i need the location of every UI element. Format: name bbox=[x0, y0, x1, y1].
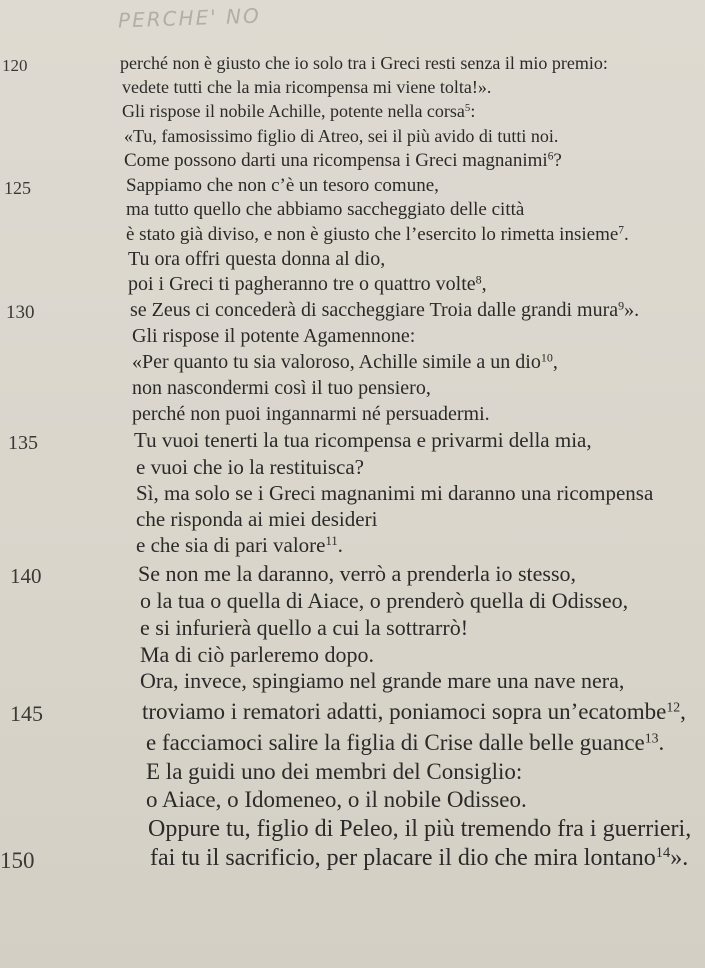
footnote-marker: 11 bbox=[325, 534, 338, 549]
line-text: non nascondermi così il tuo pensiero, bbox=[132, 377, 431, 399]
footnote-marker: 6 bbox=[547, 150, 554, 163]
poem-line bbox=[0, 54, 705, 78]
footnote-marker: 10 bbox=[540, 350, 553, 365]
poem-line bbox=[0, 176, 705, 201]
line-text: perché non puoi ingannarmi né persuadermi. bbox=[132, 403, 490, 425]
footnote-marker: 14 bbox=[655, 845, 671, 862]
line-text: e che sia di pari valore$^{11}$. bbox=[136, 533, 343, 557]
poem-line bbox=[0, 127, 705, 151]
poem-line bbox=[0, 617, 705, 645]
poem-line bbox=[0, 846, 705, 876]
poem-line bbox=[0, 590, 705, 618]
line-text: e vuoi che io la restituisca? bbox=[136, 455, 364, 479]
line-text: vedete tutti che la mia ricompensa mi viene tolta!». bbox=[122, 77, 492, 97]
footnote-marker: 12 bbox=[666, 699, 681, 715]
poem-line bbox=[0, 274, 705, 300]
line-text: o la tua o quella di Aiace, o prenderò quella di Odisseo, bbox=[140, 588, 629, 613]
poem-line bbox=[0, 817, 705, 847]
line-text: Gli rispose il nobile Achille, potente nella corsa$^5$: bbox=[122, 101, 476, 121]
poem-line bbox=[0, 509, 705, 536]
line-number: 130 bbox=[6, 302, 35, 323]
poem-line bbox=[0, 535, 705, 562]
line-number: 150 bbox=[0, 848, 35, 873]
line-text: perché non è giusto che io solo tra i Greci resti senza il mio premio: bbox=[120, 53, 608, 73]
poem-line bbox=[0, 670, 705, 698]
line-text: Tu ora offri questa donna al dio, bbox=[128, 248, 386, 270]
line-text: Oppure tu, figlio di Peleo, il più tremendo fra i guerrieri, bbox=[148, 816, 692, 842]
poem-line bbox=[0, 300, 705, 326]
line-text: Ma di ciò parleremo dopo. bbox=[140, 642, 374, 667]
poem-line bbox=[0, 326, 705, 352]
line-text: ma tutto quello che abbiamo saccheggiato delle città bbox=[126, 199, 525, 220]
line-text: o Aiace, o Idomeneo, o il nobile Odisseo. bbox=[146, 787, 527, 812]
line-text: se Zeus ci concederà di saccheggiare Troia dalle grandi mura$^9$». bbox=[130, 298, 640, 321]
poem-line bbox=[0, 430, 705, 457]
line-number: 135 bbox=[8, 432, 38, 454]
line-text: è stato già diviso, e non è giusto che l’esercito lo rimetta insieme$^7$. bbox=[126, 224, 629, 245]
line-text: «Tu, famosissimo figlio di Atreo, sei il più avido di tutti noi. bbox=[124, 126, 559, 146]
line-text: troviamo i rematori adatti, poniamoci sopra un’ecatombe$^{12}$, bbox=[142, 699, 686, 724]
poem-line bbox=[0, 352, 705, 378]
poem-line bbox=[0, 731, 705, 760]
footnote-marker: 7 bbox=[618, 224, 624, 237]
poem-line bbox=[0, 457, 705, 484]
line-text: Gli rispose il potente Agamennone: bbox=[132, 325, 416, 347]
line-number: 120 bbox=[2, 56, 28, 75]
handwritten-note: PERCHE' NO bbox=[117, 3, 262, 33]
footnote-marker: 9 bbox=[618, 298, 625, 313]
line-text: «Per quanto tu sia valoroso, Achille simile a un dio$^{10}$, bbox=[132, 350, 558, 373]
line-number: 140 bbox=[10, 564, 42, 588]
poem-line bbox=[0, 200, 705, 225]
line-text: Come possono darti una ricompensa i Greci magnanimi$^6$? bbox=[124, 150, 562, 171]
footnote-marker: 13 bbox=[644, 730, 659, 746]
line-text: fai tu il sacrificio, per placare il dio che mira lontano$^{14}$». bbox=[150, 845, 689, 871]
line-text: che risponda ai miei desideri bbox=[136, 507, 378, 531]
line-text: e facciamoci salire la figlia di Crise dalle belle guance$^{13}$. bbox=[146, 730, 665, 755]
poem-line bbox=[0, 483, 705, 510]
line-text: Sappiamo che non c’è un tesoro comune, bbox=[126, 175, 439, 196]
poem-line bbox=[0, 249, 705, 275]
footnote-marker: 5 bbox=[464, 102, 471, 115]
poem-line bbox=[0, 102, 705, 126]
line-number: 145 bbox=[10, 701, 43, 726]
poem-line bbox=[0, 151, 705, 176]
line-number: 125 bbox=[4, 178, 31, 198]
poem-line bbox=[0, 563, 705, 591]
poem-line bbox=[0, 78, 705, 102]
poem-line bbox=[0, 378, 705, 404]
footnote-marker: 8 bbox=[475, 272, 482, 287]
line-text: Se non me la daranno, verrò a prenderla io stesso, bbox=[138, 561, 577, 586]
line-text: Tu vuoi tenerti la tua ricompensa e privarmi della mia, bbox=[134, 428, 592, 452]
line-text: e si infurierà quello a cui la sottrarrò! bbox=[140, 615, 469, 640]
line-text: Sì, ma solo se i Greci magnanimi mi daranno una ricompensa bbox=[136, 481, 654, 505]
poem-line bbox=[0, 788, 705, 817]
poem-line bbox=[0, 225, 705, 250]
line-text: E la guidi uno dei membri del Consiglio: bbox=[146, 759, 523, 784]
line-text: Ora, invece, spingiamo nel grande mare una nave nera, bbox=[140, 668, 625, 693]
poem-line bbox=[0, 700, 705, 729]
line-text: poi i Greci ti pagheranno tre o quattro volte$^8$, bbox=[128, 272, 487, 295]
poem-line bbox=[0, 404, 705, 430]
poem-line bbox=[0, 760, 705, 789]
